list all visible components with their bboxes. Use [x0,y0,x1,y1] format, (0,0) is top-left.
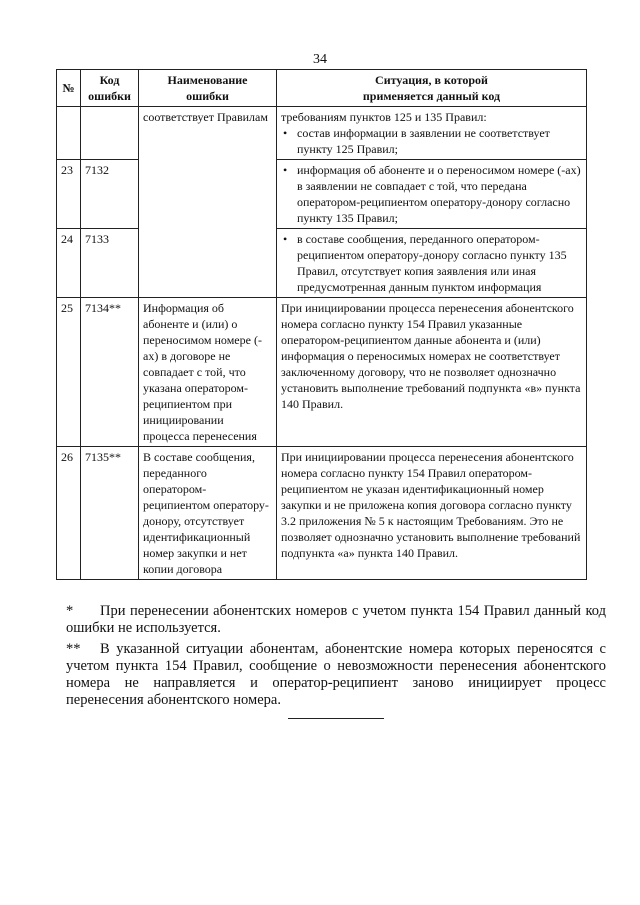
table-row [57,447,587,580]
table-header-row [57,70,587,107]
footnote-mark: * [66,603,74,619]
footnote-text: При перенесении абонентских номеров с учетом пункта 154 Правил данный код ошибки не используется. [66,603,606,636]
header-num: № [57,70,81,107]
row-code: 7135** [81,447,139,580]
error-codes-table [56,69,587,580]
header-situation-line2: применяется данный код [362,89,501,103]
list-item: • информация об абоненте и о переносимом номере (-ах) в заявлении не совпадает с той, что передана оператором-реципиентом оператору-донору согласно пункту 135 Правил; [295,162,582,226]
row-code: 7133 [81,229,139,298]
row-num: 24 [57,229,81,298]
header-situation [277,70,587,107]
list-item: • состав информации в заявлении не соответствует пункту 125 Правил; [295,125,582,157]
list-item: • в составе сообщения, переданного оператором-реципиентом оператору-донору согласно пункту 135 Правил, отсутствует копия заявления или иная предусмотренная данным пунктом информация [295,231,582,295]
end-divider [288,718,384,719]
table-row-continuation [57,107,587,160]
row-name: В составе сообщения, переданного оператором-реципиентом оператору-донору, отсутствует идентификационный номер закупки и нет копии договора [139,447,277,580]
header-name [139,70,277,107]
continuation-bullet-list [281,125,582,157]
footnotes [66,603,606,713]
row-situation: При инициировании процесса перенесения абонентского номера согласно пункту 154 Правил оператором-реципиентом не указан идентификационный номер закупки и не приложена копия договора согласно пункту 3.2 приложения № 5 к настоящим Требованиям. Это не позволяет однозначно установить выполнение требований подпункта «а» пункта 140 Правил. [277,447,587,580]
footnote [66,603,606,637]
row-name: Информация об абоненте и (или) о переносимом номере (-ах) в договоре не совпадает с той, что указана оператором-реципиентом при инициировании процесса перенесения [139,298,277,447]
situation-bullet-list [281,162,582,226]
row-situation [277,229,587,298]
footnote-mark: ** [66,641,81,657]
footnote [66,641,606,709]
continuation-code [81,107,139,160]
continuation-situation-line: требованиям пунктов 125 и 135 Правил: [281,110,487,124]
continuation-situation [277,107,587,160]
continuation-name: соответствует Правилам [139,107,277,298]
row-situation [277,160,587,229]
page-number: 34 [313,52,327,67]
continuation-num [57,107,81,160]
row-code: 7134** [81,298,139,447]
header-code-line1: Код [99,73,120,87]
header-situation-line1: Ситуация, в которой [375,73,488,87]
row-code: 7132 [81,160,139,229]
header-code-line2: ошибки [88,89,131,103]
footnote-text: В указанной ситуации абонентам, абонентские номера которых переносятся с учетом пункта 154 Правил, сообщение о невозможности перенесения абонентского номера не направляется и оператор-реципиент заново инициирует процесс перенесения абонентского номера. [66,641,606,708]
row-num: 23 [57,160,81,229]
table-row [57,298,587,447]
row-situation: При инициировании процесса перенесения абонентского номера согласно пункту 154 Правил указанные оператором-реципиентом данные абонента и (или) информация о переносимых номерах не соответствует заключенному договору, что не позволяет однозначно установить выполнение требований подпункта «в» пункта 140 Правил. [277,298,587,447]
header-name-line1: Наименование [167,73,248,87]
row-num: 26 [57,447,81,580]
table-row [57,229,587,298]
header-name-line2: ошибки [186,89,229,103]
header-code [81,70,139,107]
table-row [57,160,587,229]
row-num: 25 [57,298,81,447]
situation-bullet-list [281,231,582,295]
